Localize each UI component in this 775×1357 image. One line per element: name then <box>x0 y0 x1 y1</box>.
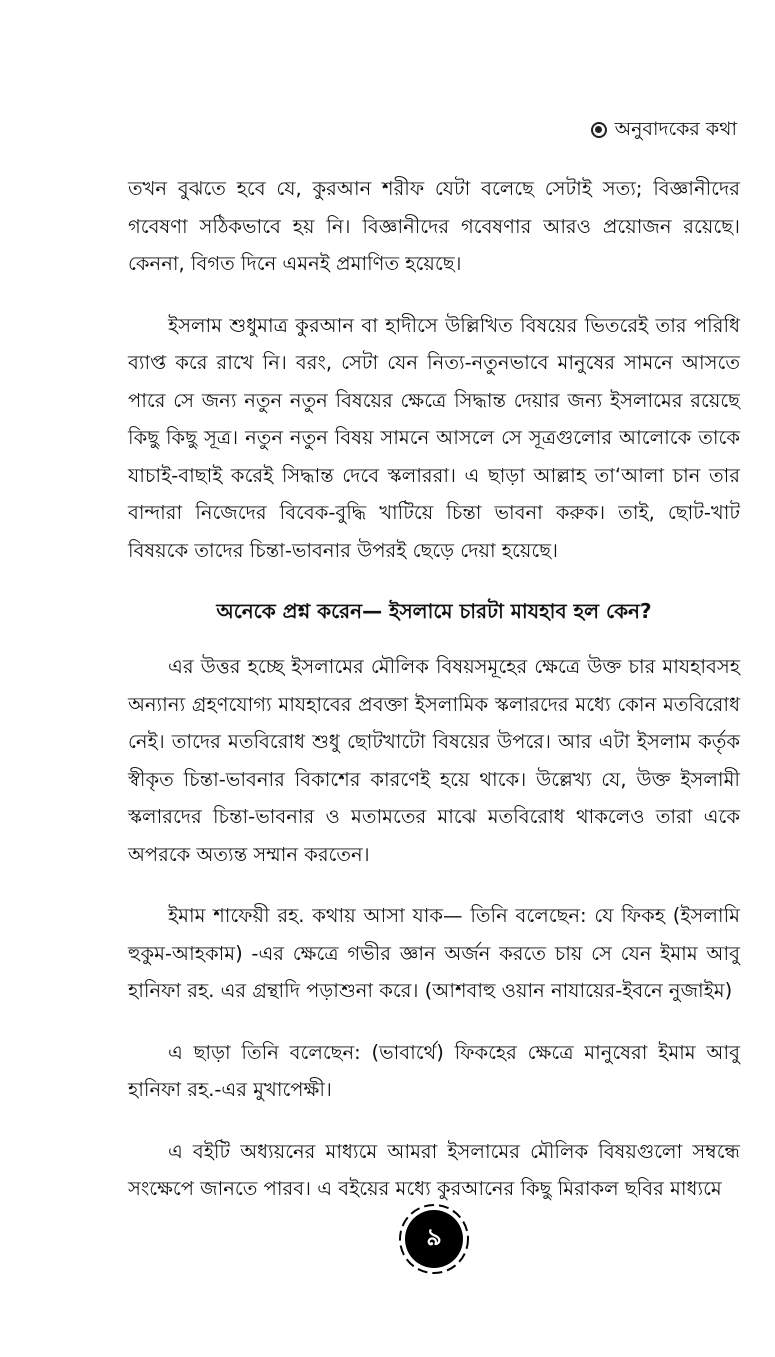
section-heading: অনেকে প্রশ্ন করেন— ইসলামে চারটা মাযহাব হল কেন? <box>216 599 652 623</box>
paragraph-4: ইমাম শাফেয়ী রহ. কথায় আসা যাক— তিনি বলেছেন: যে ফিকহ (ইসলামি হুকুম-আহকাম) -এর ক্ষেত্রে গভীর জ্ঞান অর্জন করতে চায় সে যেন ইমাম আবু হানিফা রহ. এর গ্রন্থাদি পড়াশুনা করে। (আশবাহু ওয়ান নাযায়ের-ইবনে নুজাইম) <box>128 904 740 1002</box>
paragraph-6: এ বইটি অধ্যয়নের মাধ্যমে আমরা ইসলামের মৌলিক বিষয়গুলো সম্বন্ধে সংক্ষেপে জানতে পারব। এ বইয়ের মধ্যে কুরআনের কিছু মিরাকল ছবির মাধ্যমে <box>128 1139 740 1200</box>
page-number: ৯ <box>426 1223 442 1251</box>
circle-bullet-icon <box>591 122 607 138</box>
running-header-title: অনুবাদকের কথা <box>614 118 737 140</box>
paragraph-3: এর উত্তর হচ্ছে ইসলামের মৌলিক বিষয়সমূহের ক্ষেত্রে উক্ত চার মাযহাবসহ অন্যান্য গ্রহণযোগ্য মাযহাবের প্রবক্তা ইসলামিক স্কলারদের মধ্যে কোন মতবিরোধ নেই। তাদের মতবিরোধ শুধু ছোটখাটো বিষয়ের উপরে। আর এটা ইসলাম কর্তৃক স্বীকৃত চিন্তা-ভাবনার বিকাশের কারণেই হয়ে থাকে। উল্লেখ্য যে, উক্ত ইসলামী স্কলারদের চিন্তা-ভাবনার ও মতামতের মাঝে মতবিরোধ থাকলেও তারা একে অপরকে অত্যন্ত সম্মান করতেন। <box>128 655 740 866</box>
paragraph-2: ইসলাম শুধুমাত্র কুরআন বা হাদীসে উল্লিখিত বিষয়ের ভিতরেই তার পরিধি ব্যাপ্ত করে রাখে নি। বরং, সেটা যেন নিত্য-নতুনভাবে মানুষের সামনে আসতে পারে সে জন্য নতুন নতুন বিষয়ের ক্ষেত্রে সিদ্ধান্ত দেয়ার জন্য ইসলামের রয়েছে কিছু কিছু সূত্র। নতুন নতুন বিষয় সামনে আসলে সে সূত্রগুলোর আলোকে তাকে যাচাই-বাছাই করেই সিদ্ধান্ত দেবে স্কলাররা। এ ছাড়া আল্লাহ তা‘আলা চান তার বান্দারা নিজেদের বিবেক-বুদ্ধি খাটিয়ে চিন্তা ভাবনা করুক। তাই, ছোট-খাট বিষয়কে তাদের চিন্তা-ভাবনার উপরই ছেড়ে দেয়া হয়েছে। <box>128 313 740 562</box>
running-header <box>591 120 737 139</box>
paragraph-5: এ ছাড়া তিনি বলেছেন: (ভাবার্থে) ফিকহের ক্ষেত্রে মানুষেরা ইমাম আবু হানিফা রহ.-এর মুখাপেক্ষী। <box>128 1040 740 1101</box>
page-body <box>128 170 740 1232</box>
paragraph-1: তখন বুঝতে হবে যে, কুরআন শরীফ যেটা বলেছে সেটাই সত্য; বিজ্ঞানীদের গবেষণা সঠিকভাবে হয় নি। বিজ্ঞানীদের গবেষণার আরও প্রয়োজন রয়েছে। কেননা, বিগত দিনে এমনই প্রমাণিত হয়েছে। <box>128 177 740 275</box>
page-number-badge <box>398 1203 470 1275</box>
